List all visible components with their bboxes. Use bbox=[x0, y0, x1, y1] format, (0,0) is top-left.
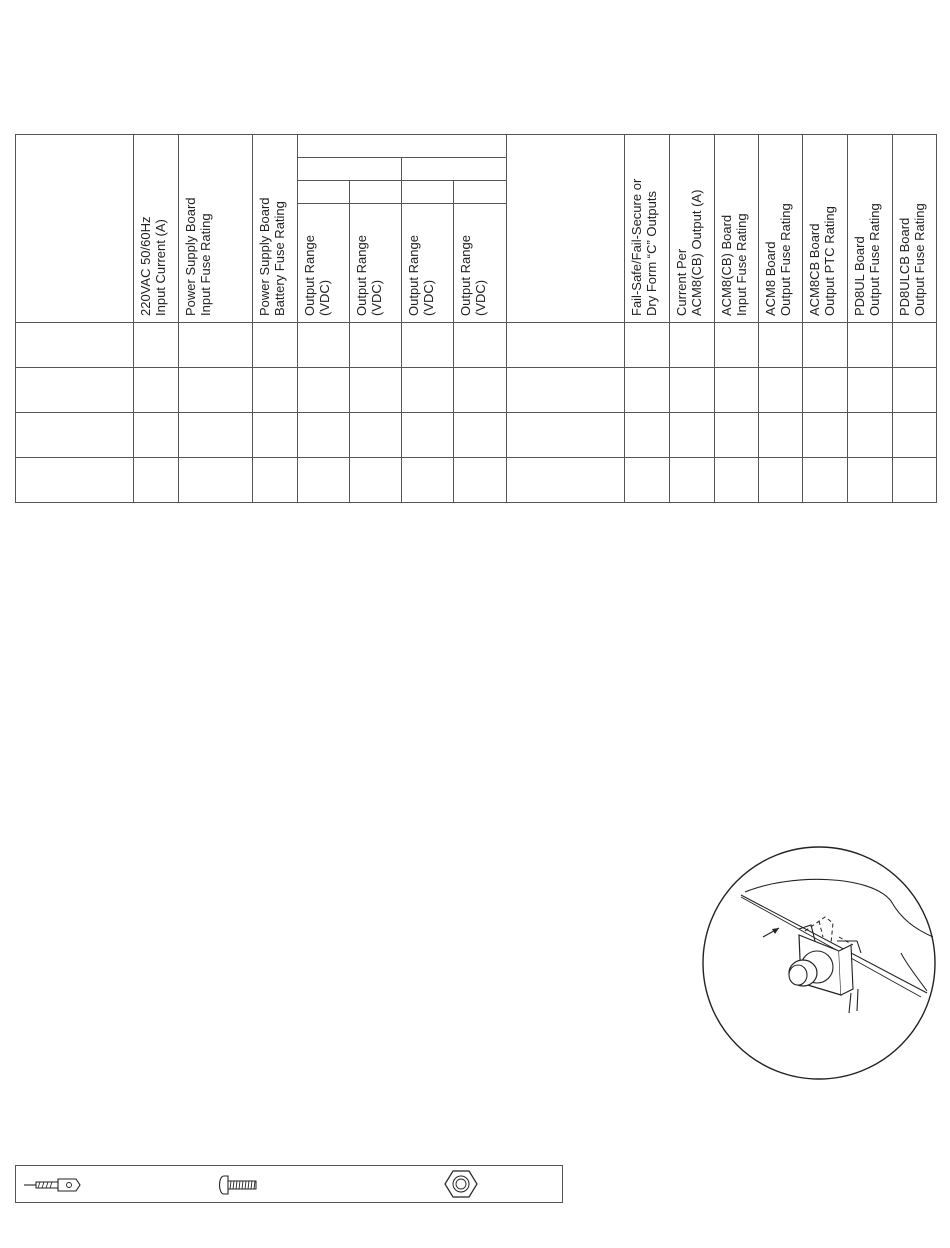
table-cell bbox=[893, 413, 937, 458]
header-14-line-1: ACM8CB Board bbox=[807, 223, 822, 316]
table-cell bbox=[507, 458, 625, 503]
table-row bbox=[16, 458, 937, 503]
table-cell bbox=[134, 323, 179, 368]
table-cell bbox=[350, 458, 402, 503]
table-cell bbox=[134, 368, 179, 413]
header-cell-7 bbox=[402, 204, 454, 323]
table-cell bbox=[715, 458, 759, 503]
table-cell bbox=[253, 368, 298, 413]
header-14-line-2: Output PTC Rating bbox=[822, 206, 837, 316]
output-sub-b1-header bbox=[402, 181, 454, 204]
table-cell bbox=[16, 323, 134, 368]
header-7-line-1: Output Range bbox=[406, 235, 421, 316]
table-cell bbox=[625, 368, 670, 413]
header-11-line-1: Current Per bbox=[674, 248, 689, 316]
table-cell bbox=[179, 323, 253, 368]
table-cell bbox=[134, 413, 179, 458]
header-11-line-2: ACM8(CB) Output (A) bbox=[689, 189, 704, 316]
table-cell bbox=[298, 368, 350, 413]
header-cell-11 bbox=[670, 135, 715, 323]
table-cell bbox=[134, 458, 179, 503]
table-cell bbox=[179, 458, 253, 503]
hardware-parts-strip bbox=[15, 1165, 563, 1203]
header-16-line-2: Output Fuse Rating bbox=[912, 203, 927, 316]
output-sub-b2-header bbox=[454, 181, 507, 204]
header-row-1 bbox=[16, 135, 937, 158]
table-cell bbox=[759, 323, 803, 368]
table-cell bbox=[670, 323, 715, 368]
table-cell bbox=[893, 458, 937, 503]
header-12-line-1: ACM8(CB) Board bbox=[719, 214, 734, 316]
header-cell-1 bbox=[16, 135, 134, 323]
table-cell bbox=[803, 368, 848, 413]
table-cell bbox=[16, 458, 134, 503]
header-cell-16 bbox=[893, 135, 937, 323]
table-cell bbox=[179, 413, 253, 458]
table-row bbox=[16, 323, 937, 368]
table-cell bbox=[16, 413, 134, 458]
output-subgroup-a-header bbox=[298, 158, 402, 181]
output-sub-a2-header bbox=[350, 181, 402, 204]
header-13-line-1: ACM8 Board bbox=[763, 241, 778, 316]
header-cell-14 bbox=[803, 135, 848, 323]
table-cell bbox=[848, 368, 893, 413]
table-cell bbox=[350, 368, 402, 413]
table-cell bbox=[507, 323, 625, 368]
table-row bbox=[16, 413, 937, 458]
fuse-holder-mount-icon bbox=[701, 845, 937, 1081]
table-cell bbox=[179, 368, 253, 413]
table-cell bbox=[454, 368, 507, 413]
header-cell-9 bbox=[507, 135, 625, 323]
table-cell bbox=[298, 323, 350, 368]
header-4-line-2: Battery Fuse Rating bbox=[272, 201, 287, 316]
standoff-icon bbox=[22, 1175, 82, 1195]
table-cell bbox=[715, 368, 759, 413]
table-cell bbox=[298, 458, 350, 503]
header-7-line-2: (VDC) bbox=[421, 279, 436, 316]
table-cell bbox=[670, 413, 715, 458]
table-cell bbox=[715, 323, 759, 368]
header-cell-4 bbox=[253, 135, 298, 323]
table-cell bbox=[402, 413, 454, 458]
table-cell bbox=[893, 368, 937, 413]
header-10-line-2: Dry Form “C” Outputs bbox=[644, 191, 659, 316]
table-cell bbox=[350, 323, 402, 368]
table-cell bbox=[350, 413, 402, 458]
table-row bbox=[16, 368, 937, 413]
table-cell bbox=[759, 413, 803, 458]
header-5-line-1: Output Range bbox=[302, 235, 317, 316]
table-body bbox=[16, 323, 937, 503]
output-group-header bbox=[298, 135, 507, 158]
header-8-line-1: Output Range bbox=[458, 235, 473, 316]
table-cell bbox=[625, 413, 670, 458]
header-10-line-1: Fail-Safe/Fail-Secure or bbox=[629, 178, 644, 316]
header-5-line-2: (VDC) bbox=[317, 279, 332, 316]
header-13-line-2: Output Fuse Rating bbox=[778, 203, 793, 316]
header-4-line-1: Power Supply Board bbox=[257, 197, 272, 316]
header-cell-12 bbox=[715, 135, 759, 323]
output-sub-a1-header bbox=[298, 181, 350, 204]
header-cell-5 bbox=[298, 204, 350, 323]
spec-table bbox=[15, 134, 937, 503]
header-cell-3 bbox=[179, 135, 253, 323]
table-cell bbox=[507, 413, 625, 458]
header-3-line-1: Power Supply Board bbox=[183, 197, 198, 316]
header-15-line-1: PD8UL Board bbox=[852, 236, 867, 316]
header-cell-6 bbox=[350, 204, 402, 323]
table-cell bbox=[803, 323, 848, 368]
table-cell bbox=[893, 323, 937, 368]
output-subgroup-b-header bbox=[402, 158, 507, 181]
header-8-line-2: (VDC) bbox=[473, 279, 488, 316]
table-cell bbox=[16, 368, 134, 413]
header-16-line-1: PD8ULCB Board bbox=[897, 217, 912, 316]
table-cell bbox=[715, 413, 759, 458]
header-cell-10 bbox=[625, 135, 670, 323]
header-cell-15 bbox=[848, 135, 893, 323]
header-3-line-2: Input Fuse Rating bbox=[198, 213, 213, 316]
table-cell bbox=[253, 458, 298, 503]
header-12-line-2: Input Fuse Rating bbox=[734, 213, 749, 316]
table-cell bbox=[670, 368, 715, 413]
header-15-line-2: Output Fuse Rating bbox=[867, 203, 882, 316]
table-cell bbox=[848, 413, 893, 458]
table-cell bbox=[253, 413, 298, 458]
table-cell bbox=[803, 458, 848, 503]
table-cell bbox=[454, 458, 507, 503]
header-2-line-1: 220VAC 50/60Hz bbox=[138, 216, 153, 316]
table-cell bbox=[848, 458, 893, 503]
hex-nut-icon bbox=[444, 1169, 478, 1199]
table-cell bbox=[454, 323, 507, 368]
table-cell bbox=[402, 368, 454, 413]
table-cell bbox=[625, 323, 670, 368]
screw-icon bbox=[216, 1174, 260, 1196]
header-6-line-1: Output Range bbox=[354, 235, 369, 316]
table-cell bbox=[454, 413, 507, 458]
header-cell-13 bbox=[759, 135, 803, 323]
table-cell bbox=[625, 458, 670, 503]
table-cell bbox=[803, 413, 848, 458]
table-cell bbox=[670, 458, 715, 503]
table-cell bbox=[848, 323, 893, 368]
table-cell bbox=[402, 458, 454, 503]
table-cell bbox=[298, 413, 350, 458]
table-cell bbox=[402, 323, 454, 368]
table-cell bbox=[759, 368, 803, 413]
header-2-line-2: Input Current (A) bbox=[153, 219, 168, 316]
header-cell-8 bbox=[454, 204, 507, 323]
table-cell bbox=[253, 323, 298, 368]
header-cell-2 bbox=[134, 135, 179, 323]
table-cell bbox=[759, 458, 803, 503]
table-cell bbox=[507, 368, 625, 413]
header-6-line-2: (VDC) bbox=[369, 279, 384, 316]
